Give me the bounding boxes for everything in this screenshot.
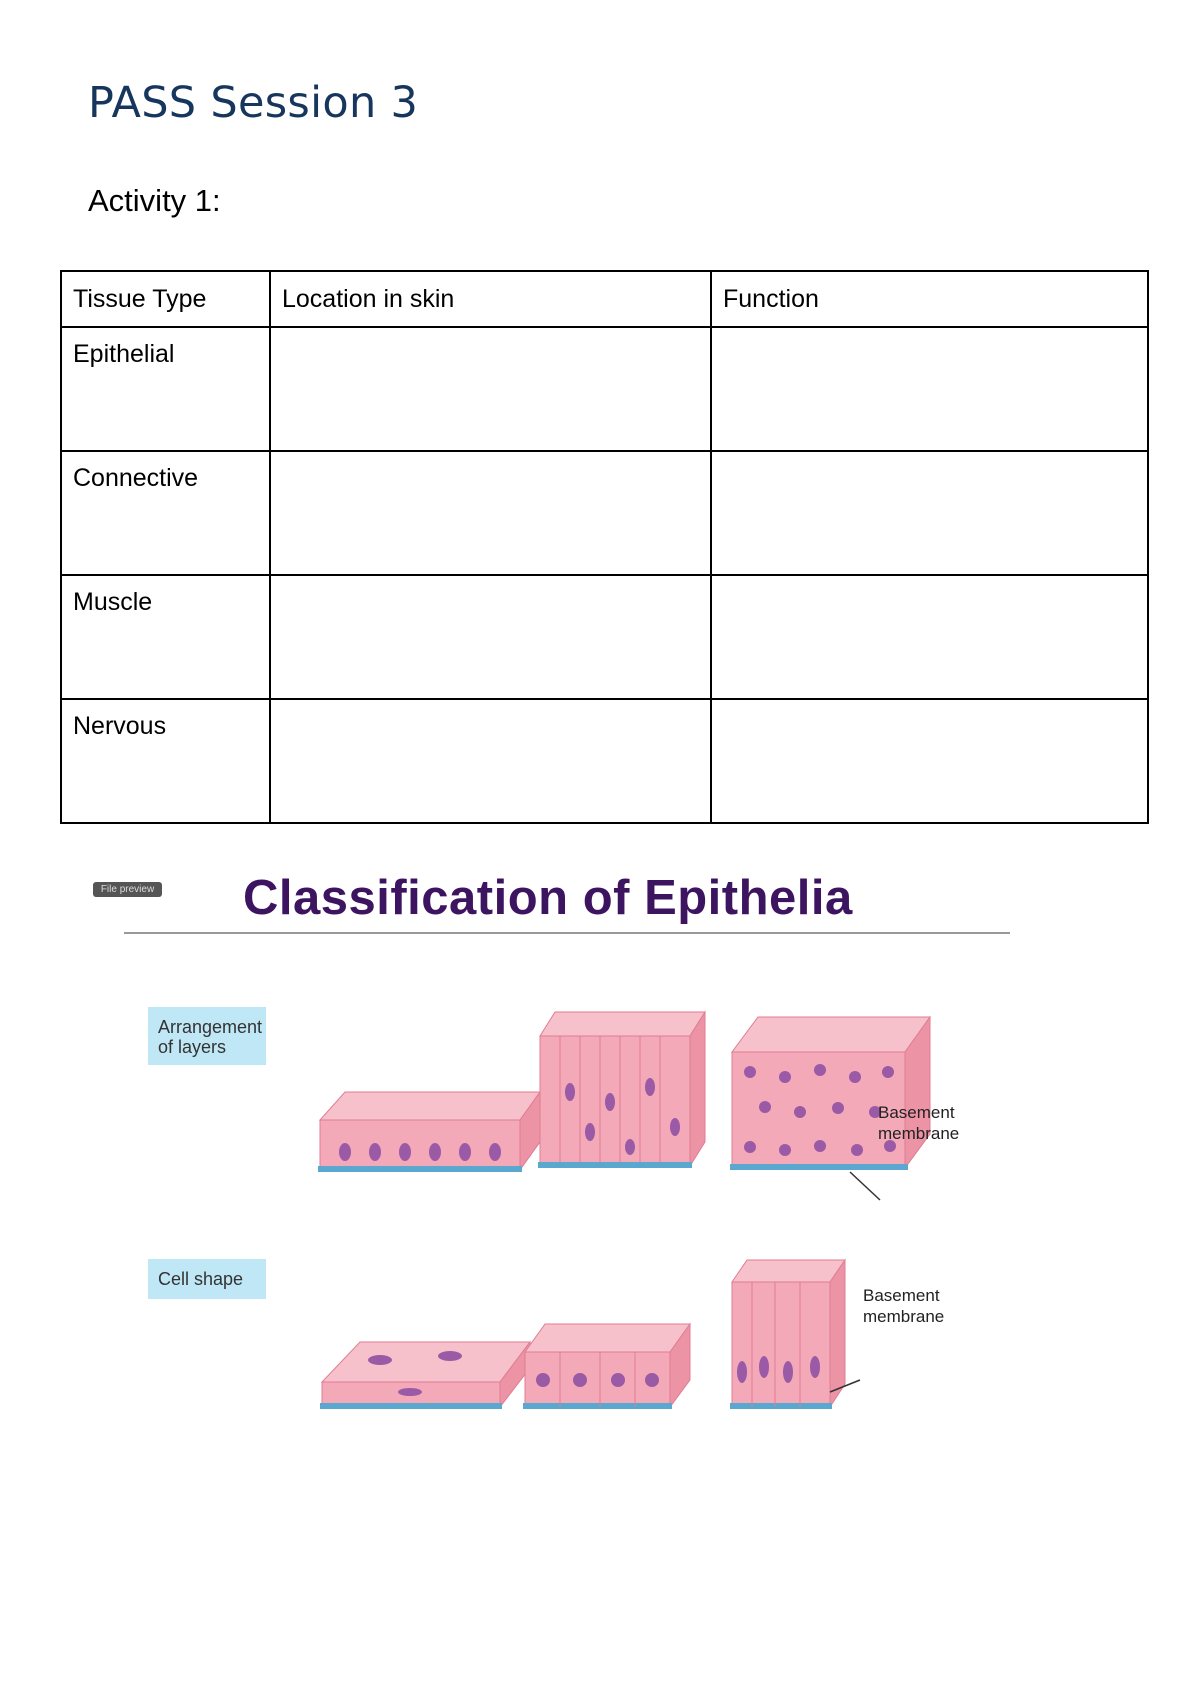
location-cell[interactable] — [270, 327, 711, 451]
activity-heading: Activity 1: — [88, 183, 221, 218]
epithelia-figure — [60, 862, 1149, 1522]
table-row — [61, 699, 1148, 823]
annotation-line: membrane — [878, 1124, 960, 1143]
cuboidal-cell-illustration — [523, 1324, 690, 1409]
file-preview-badge: File preview — [93, 882, 162, 897]
cell-shape-label: Cell shape — [148, 1259, 266, 1299]
function-cell[interactable] — [711, 327, 1148, 451]
arrangement-label: Arrangement of layers — [148, 1007, 266, 1065]
pseudostratified-epithelium-illustration — [538, 1012, 705, 1168]
annotation-line: Basement — [863, 1286, 940, 1305]
function-cell[interactable] — [711, 699, 1148, 823]
figure-title: Classification of Epithelia — [243, 871, 853, 925]
table-row — [61, 327, 1148, 451]
tissue-cell: Muscle — [61, 575, 270, 699]
columnar-cell-illustration — [730, 1260, 860, 1409]
page-title: PASS Session 3 — [88, 78, 419, 128]
table-header-row — [61, 271, 1148, 327]
tissue-table — [60, 270, 1149, 824]
location-cell[interactable] — [270, 451, 711, 575]
squamous-cell-illustration — [320, 1342, 530, 1409]
simple-epithelium-illustration — [318, 1092, 540, 1172]
table-row — [61, 451, 1148, 575]
annotation-line: Basement — [878, 1103, 955, 1122]
location-cell[interactable] — [270, 575, 711, 699]
annotation-line: membrane — [863, 1307, 945, 1326]
membrane-pointer-line — [850, 1172, 880, 1200]
header-function: Function — [711, 271, 1148, 327]
basement-membrane-annotation — [878, 1102, 959, 1144]
header-location: Location in skin — [270, 271, 711, 327]
table-row — [61, 575, 1148, 699]
header-tissue-type: Tissue Type — [61, 271, 270, 327]
tissue-cell: Epithelial — [61, 327, 270, 451]
basement-membrane-annotation — [863, 1285, 944, 1327]
tissue-cell: Nervous — [61, 699, 270, 823]
location-cell[interactable] — [270, 699, 711, 823]
function-cell[interactable] — [711, 451, 1148, 575]
function-cell[interactable] — [711, 575, 1148, 699]
epithelia-illustration — [60, 862, 1149, 1522]
tissue-cell: Connective — [61, 451, 270, 575]
